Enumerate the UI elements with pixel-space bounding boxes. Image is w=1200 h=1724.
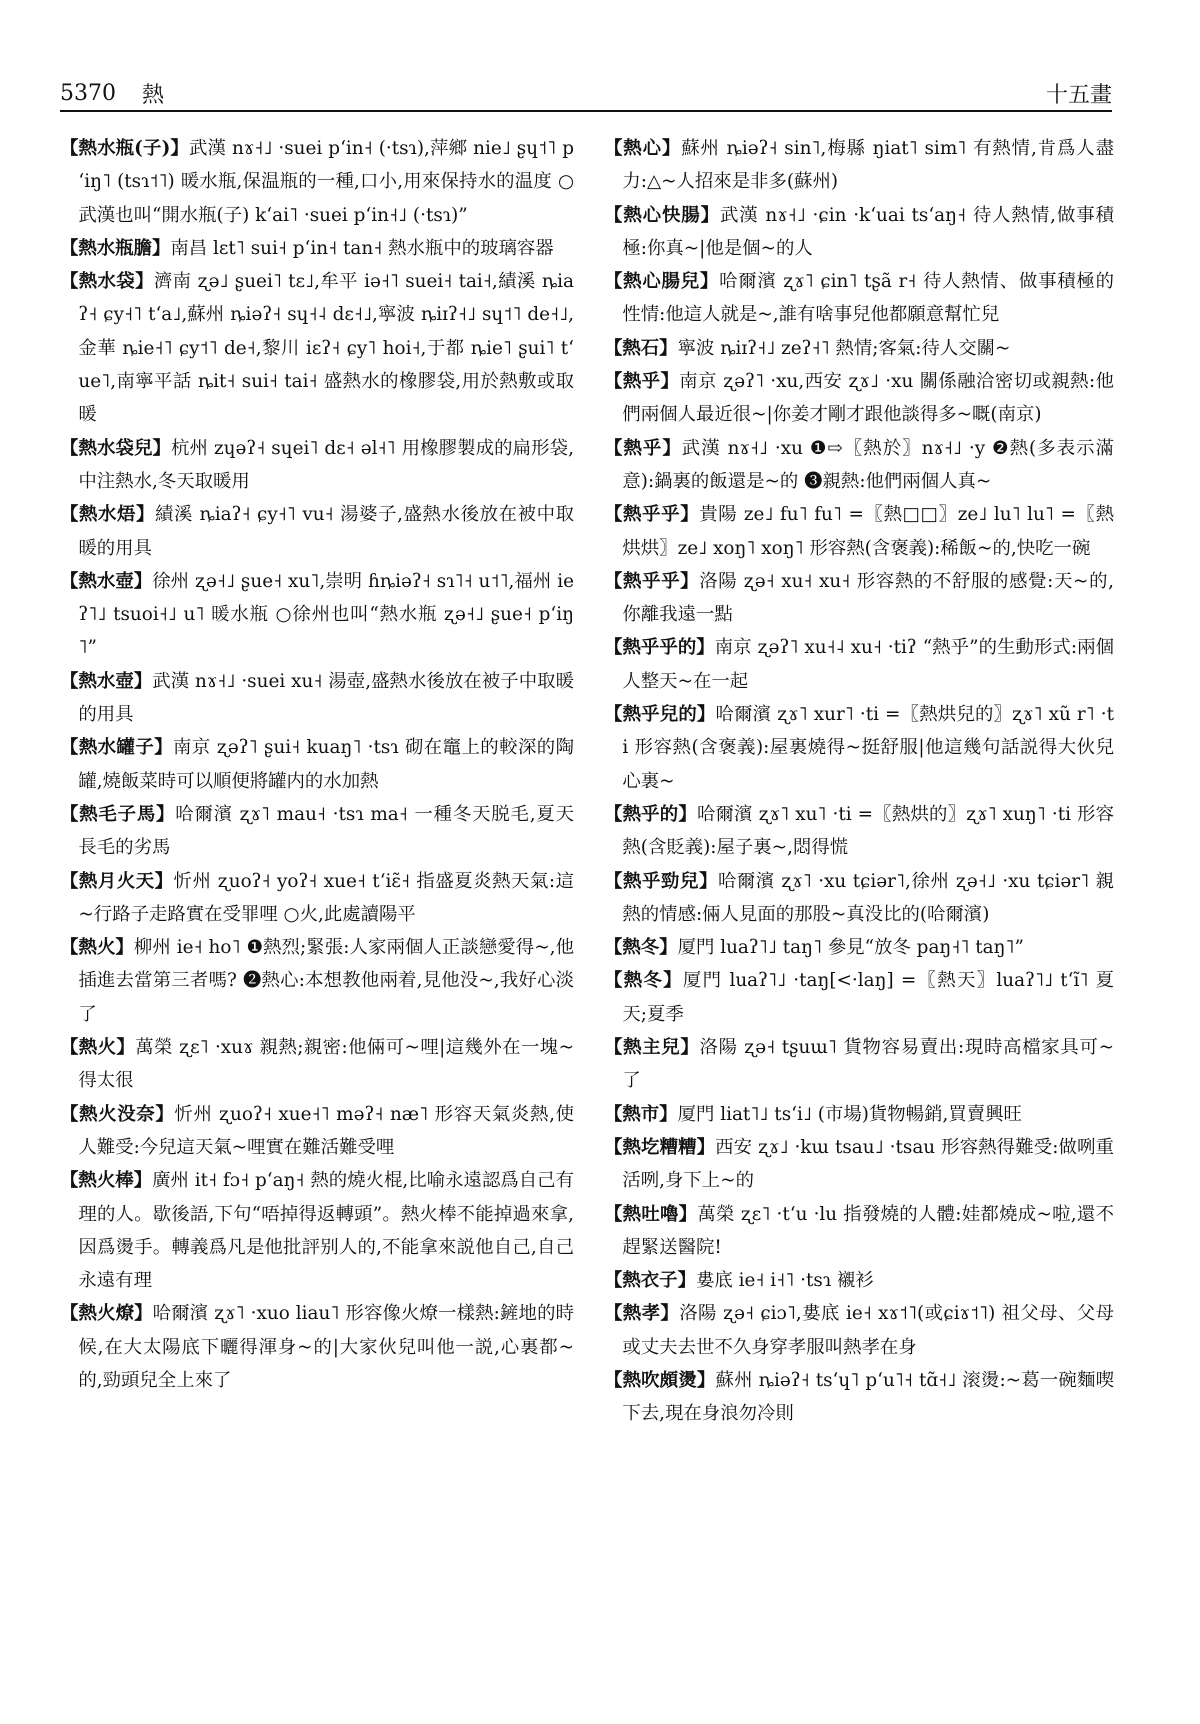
entry-headword: 【熱乎乎】 (604, 570, 700, 592)
entry-headword: 【熱吐嚕】 (604, 1203, 698, 1225)
entry-definition: 洛陽 ʐə˧ xu˧ xu˧ 形容熱的不舒服的感覺:天~的,你離我遠一點 (622, 570, 1114, 626)
entry-definition: 忻州 ʐuoʔ˧ yoʔ˧ xue˧ tʻiɛ̃˧ 指盛夏炎熱天氣:這~行路子走路實在受罪哩 ○火,此處讀陽平 (78, 870, 574, 925)
dictionary-entry (604, 332, 1114, 365)
left-column (60, 132, 574, 1702)
entry-headword: 【熱乎乎的】 (604, 637, 715, 659)
page-number: 5370 (60, 80, 116, 106)
entry-headword: 【熱主兒】 (604, 1037, 700, 1059)
dictionary-entry (604, 498, 1114, 565)
header-section-label: 十五畫 (1045, 82, 1112, 108)
entry-headword: 【熱乎】 (604, 437, 682, 459)
entry-headword: 【熱水焐】 (60, 504, 156, 526)
dictionary-entry (604, 1297, 1114, 1364)
dictionary-entry (604, 565, 1114, 632)
entry-headword: 【熱石】 (604, 337, 678, 359)
entry-headword: 【熱水罐子】 (60, 737, 173, 759)
entry-headword: 【熱火燎】 (60, 1303, 153, 1325)
entry-headword: 【熱水壺】 (60, 570, 153, 592)
dictionary-entry (604, 931, 1114, 964)
dictionary-entry (604, 432, 1114, 499)
header-head-character: 熱 (142, 82, 165, 108)
entry-headword: 【熱水袋】 (60, 271, 154, 293)
entry-headword: 【熱孝】 (604, 1303, 680, 1325)
entry-headword: 【熱乎勁兒】 (604, 870, 718, 892)
entry-definition: 績溪 ȵiaʔ˧ ɕy˧˥ vu˧ 湯婆子,盛熱水後放在被中取暖的用具 (78, 504, 574, 559)
entry-definition: 杭州 zɥəʔ˧ sɥei˥ dɛ˧ əl˧˥ 用橡膠製成的扁形袋,中注熱水,冬天取暖用 (78, 437, 574, 492)
entry-definition: 哈爾濱 ʐɤ˥ xu˥ ·ti =〖熱烘的〗ʐɤ˥ xuŋ˥ ·ti 形容熱(含貶義):屋子裏~,悶得慌 (622, 803, 1114, 859)
entry-definition: 南京 ʐəʔ˥ ·xu,西安 ʐɤ˩ ·xu 關係融洽密切或親熱:他們兩個人最近很~|你姜才剛才跟他談得多~嘅(南京) (622, 371, 1114, 426)
dictionary-entry (604, 1364, 1114, 1431)
entry-headword: 【熱乎乎】 (604, 504, 700, 526)
entry-definition: 洛陽 ʐə˧ tʂuɯ˥ 貨物容易賣出:現時高檔家具可~了 (622, 1037, 1114, 1092)
entry-headword: 【熱心快腸】 (604, 204, 720, 226)
dictionary-entry (604, 1264, 1114, 1297)
dictionary-entry (604, 1098, 1114, 1131)
entry-definition: 哈爾濱 ʐɤ˥ ·xuo liau˥ 形容像火燎一樣熱:鏟地的時候,在大太陽底下曬得渾身~的|大家伙兒叫他一説,心裏都~的,勁頭兒全上來了 (78, 1303, 574, 1391)
entry-headword: 【熱市】 (604, 1103, 678, 1125)
entry-definition: 厦門 luaʔ˥˩ ·taŋ[<·laŋ] =〖熱天〗luaʔ˥˩ tʻĩ˥ 夏天;夏季 (622, 970, 1114, 1025)
entry-definition: 南昌 lɛt˥ sui˧ pʻin˧ tan˧ 熱水瓶中的玻璃容器 (170, 237, 554, 259)
entry-headword: 【熱冬】 (604, 937, 678, 959)
entry-definition: 柳州 ie˧ ho˥ ❶熱烈;緊張:人家兩個人正談戀愛得~,他插進去當第三者嗎? ❷熱心:本想教他兩着,見他没~,我好心淡了 (78, 937, 574, 1025)
entry-definition: 忻州 ʐuoʔ˧ xue˧˥ məʔ˧ næ˥ 形容天氣炎熱,使人難受:今兒這天氣~哩實在難活難受哩 (78, 1103, 574, 1158)
dictionary-entry (60, 931, 574, 1031)
entry-headword: 【熱月火天】 (60, 870, 174, 892)
entry-definition: 萬榮 ʐɛ˥ ·tʻu ·lu 指發燒的人體:娃都燒成~啦,還不趕緊送醫院! (622, 1203, 1114, 1258)
dictionary-entry (60, 1098, 574, 1165)
entry-headword: 【熱水瓶膽】 (60, 237, 171, 259)
entry-definition: 武漢 nɤ˧˩ ·xu ❶⇨〖熱於〗nɤ˧˩ ·y ❷熱(多表示滿意):鍋裏的飯還是~的 ❸親熱:他們兩個人真~ (622, 437, 1114, 492)
dictionary-entry (60, 265, 574, 431)
entry-definition: 濟南 ʐə˩ ʂuei˥ tɛ˩,牟平 iə˧˥ suei˧ tai˧,績溪 ȵiaʔ˧ ɕy˧˥ tʻa˩,蘇州 ȵiəʔ˧ sɥ˧˨ dɛ˧˩,寧波 ȵiɪʔ˧˩ sɥ˦˥ de˧˩,金華 ȵie˧˥ ɕy˦˥ de˧,黎川 iɛʔ˧ ɕy˥ hoi˧,于都 ȵie˥ ʂui˥ tʻue˥,南寧平話 ȵit˧ sui˧ tai˧ 盛熱水的橡膠袋,用於熱敷或取暖 (78, 271, 574, 426)
dictionary-entry (60, 665, 574, 732)
dictionary-entry (604, 265, 1114, 332)
entry-definition: 廣州 it˧ fɔ˧ pʻaŋ˧ 熱的燒火棍,比喻永遠認爲自己有理的人。歇後語,下句“唔掉得返轉頭”。熱火棒不能掉過來拿,因爲燙手。轉義爲凡是他批評别人的,不能拿來説他自己,自己永遠有理 (78, 1170, 574, 1292)
entry-definition: 哈爾濱 ʐɤ˥ ɕin˥ tʂã r˧ 待人熱情、做事積極的性情:他這人就是~,誰有啥事兒他都願意幫忙兒 (622, 271, 1114, 326)
dictionary-entry (60, 865, 574, 932)
entry-headword: 【熱衣子】 (604, 1270, 696, 1292)
dictionary-entry (604, 132, 1114, 199)
dictionary-entry (604, 865, 1114, 932)
entry-definition: 哈爾濱 ʐɤ˥ ·xu tɕiər˥,徐州 ʐə˧˩ ·xu tɕiər˥ 親熱的情感:倆人見面的那股~真没比的(哈爾濱) (622, 870, 1114, 925)
entry-headword: 【熱吹頗燙】 (604, 1369, 716, 1391)
entry-headword: 【熱火】 (60, 1037, 136, 1059)
entry-definition: 萬榮 ʐɛ˥ ·xuɤ 親熱;親密:他倆可~哩|這幾外在一塊~得太很 (78, 1037, 574, 1092)
dictionary-entry (60, 1297, 574, 1397)
entry-headword: 【熱火】 (60, 937, 134, 959)
dictionary-entry (604, 798, 1114, 865)
header-rule (60, 110, 1112, 112)
dictionary-entry (60, 498, 574, 565)
entry-headword: 【熱心腸兒】 (604, 271, 720, 293)
dictionary-entry (604, 1198, 1114, 1265)
entry-definition: 南京 ʐəʔ˥ ʂui˧ kuaŋ˥ ·tsɿ 砌在竈上的較深的陶罐,燒飯菜時可以順便將罐内的水加熱 (78, 737, 574, 792)
entry-definition: 寧波 ȵiɪʔ˧˩ zeʔ˧˥ 熱情;客氣:待人交關~ (677, 337, 1011, 359)
dictionary-entry (604, 631, 1114, 698)
entry-headword: 【熱冬】 (604, 970, 683, 992)
entry-headword: 【熱心】 (604, 138, 682, 159)
entry-definition: 武漢 nɤ˧˩ ·ɕin ·kʻuai tsʻaŋ˧ 待人熱情,做事積極:你真~|他是個~的人 (622, 204, 1114, 259)
dictionary-entry (60, 565, 574, 665)
dictionary-entry (604, 964, 1114, 1031)
entry-definition: 婁底 ie˧ i˧˥ ·tsɿ 襯衫 (695, 1270, 874, 1292)
dictionary-entry (60, 798, 574, 865)
entry-headword: 【熱水壺】 (60, 670, 153, 692)
entry-definition: 哈爾濱 ʐɤ˥ mau˧ ·tsɿ ma˧ 一種冬天脱毛,夏天長毛的劣馬 (78, 803, 574, 859)
dictionary-entry (604, 365, 1114, 432)
entry-definition: 蘇州 ȵiəʔ˧ sin˥,梅縣 ŋiat˥ sim˥ 有熱情,肯爲人盡力:△~人招來是非多(蘇州) (622, 138, 1114, 193)
entry-definition: 武漢 nɤ˧˩ ·suei xu˧ 湯壺,盛熱水後放在被子中取暖的用具 (78, 670, 574, 726)
dictionary-entry (604, 1131, 1114, 1198)
entry-headword: 【熱乎】 (604, 371, 680, 393)
entry-definition: 厦門 luaʔ˥˩ taŋ˥ 參見“放冬 paŋ˧˥ taŋ˥” (677, 937, 1024, 959)
entry-definition: 蘇州 ȵiəʔ˧ tsʻɥ˥ pʻu˥˧ tɑ̃˧˩ 滚燙:~葛一碗麵喫下去,現在身浪勿冷則 (622, 1369, 1114, 1425)
running-header (60, 76, 1112, 110)
entry-headword: 【熱乎兒的】 (604, 704, 716, 726)
header-left (60, 78, 164, 109)
dictionary-entry (60, 232, 574, 265)
entry-headword: 【熱毛子馬】 (60, 803, 176, 825)
dictionary-entry (60, 432, 574, 499)
entry-definition: 洛陽 ʐə˧ ɕiɔ˥,婁底 ie˧ xɤ˦˥(或ɕiɤ˦˥) 祖父母、父母或丈夫去世不久身穿孝服叫熱孝在身 (622, 1303, 1114, 1358)
dictionary-entry (60, 731, 574, 798)
entry-definition: 厦門 liat˥˩ tsʻi˩ (市場)貨物暢銷,買賣興旺 (677, 1103, 1022, 1125)
entry-headword: 【熱水袋兒】 (60, 437, 172, 459)
entry-definition: 徐州 ʐə˧˩ ʂue˧ xu˥,崇明 ɦȵiəʔ˧ sɿ˥˧ u˦˥,福州 ieʔ˥˩ tsuoi˧˩ u˥ 暖水瓶 ○徐州也叫“熱水瓶 ʐə˧˩ ʂue˧ pʻiŋ˥” (78, 570, 574, 659)
entry-definition: 貴陽 ze˩ fu˥ fu˥ =〖熱□□〗ze˩ lu˥ lu˥ =〖熱烘烘〗ze˩ xoŋ˥ xoŋ˥ 形容熱(含褒義):稀飯~的,快吃一碗 (622, 504, 1114, 559)
dictionary-entry (60, 132, 574, 232)
right-column (604, 132, 1114, 1702)
entry-definition: 武漢 nɤ˧˩ ·suei pʻin˧ (·tsɿ),萍鄉 nie˩ ʂɥ˦˥ pʻiŋ˥ (tsɿ˦˥) 暖水瓶,保温瓶的一種,口小,用來保持水的温度 ○武漢也叫“開水瓶(子) kʻai˥ ·suei pʻin˧˩ (·tsɿ)” (78, 138, 574, 226)
entry-headword: 【熱火没奈】 (60, 1103, 175, 1125)
dictionary-entry (604, 1031, 1114, 1098)
dictionary-entry (60, 1164, 574, 1297)
dictionary-entry (60, 1031, 574, 1098)
dictionary-entry (604, 698, 1114, 798)
entry-headword: 【熱火棒】 (60, 1170, 153, 1192)
entry-definition: 南京 ʐəʔ˥ xu˧˨ xu˧ ·tiʔ “熱乎”的生動形式:兩個人整天~在一起 (622, 637, 1114, 692)
entry-headword: 【熱水瓶(子)】 (60, 138, 189, 159)
entry-definition: 西安 ʐɤ˩ ·kɯ tsau˩ ·tsau 形容熱得難受:做咧重活咧,身下上~的 (622, 1136, 1114, 1192)
dictionary-entry (604, 199, 1114, 266)
entry-headword: 【熱圪糟糟】 (604, 1136, 716, 1158)
entry-headword: 【熱乎的】 (604, 803, 697, 825)
entry-definition: 哈爾濱 ʐɤ˥ xur˥ ·ti =〖熱烘兒的〗ʐɤ˥ xũ r˥ ·ti 形容熱(含褒義):屋裏燒得~挺舒服|他這幾句話説得大伙兒心裏~ (622, 704, 1114, 792)
